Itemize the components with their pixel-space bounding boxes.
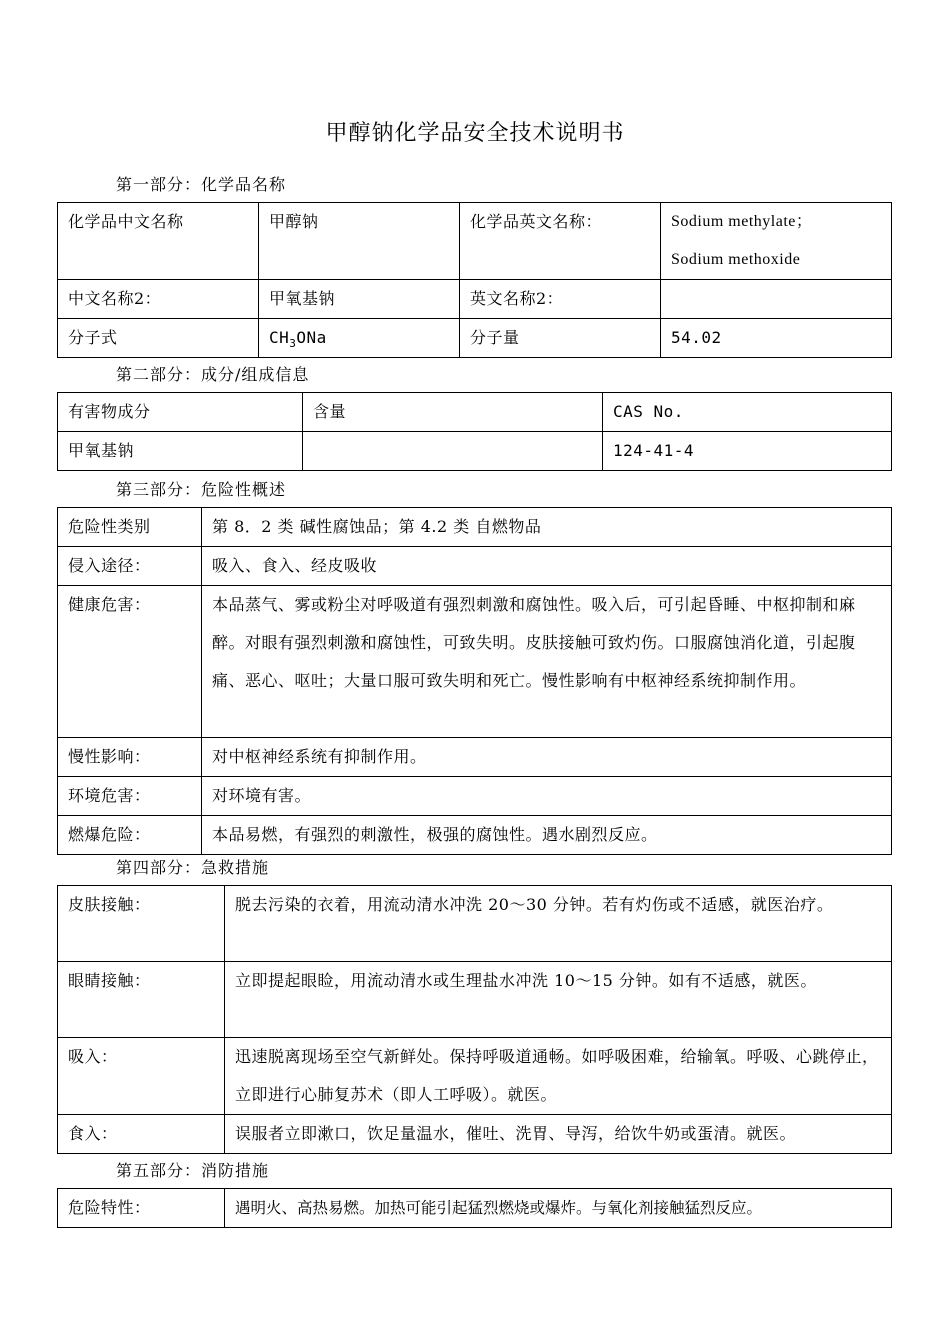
- content-value: [303, 432, 603, 471]
- inhalation-label: 吸入：: [58, 1038, 225, 1115]
- formula-part-b: ONa: [296, 328, 327, 347]
- content-header: 含量: [303, 393, 603, 432]
- section-heading-5: 第五部分：消防措施: [116, 1161, 270, 1180]
- ingestion-value: 误服者立即漱口，饮足量温水，催吐、洗胃、导泻，给饮牛奶或蛋清。就医。: [225, 1115, 892, 1154]
- composition-table: [57, 392, 892, 471]
- en-name2-label: 英文名称2：: [460, 280, 661, 319]
- hazard-property-label: 危险特性：: [58, 1189, 225, 1228]
- exposure-route-value: 吸入、食入、经皮吸收: [202, 547, 892, 586]
- cas-value: 124-41-4: [603, 432, 892, 471]
- eye-contact-value: 立即提起眼睑，用流动清水或生理盐水冲洗 10～15 分钟。如有不适感，就医。: [225, 962, 892, 1038]
- fire-fighting-table: [57, 1188, 892, 1228]
- table-row: [58, 962, 892, 1038]
- env-hazard-label: 环境危害：: [58, 777, 202, 816]
- section-heading-1: 第一部分：化学品名称: [116, 175, 287, 194]
- chemical-name-table: [57, 202, 892, 358]
- table-row: [58, 1115, 892, 1154]
- en-name2-value: [661, 280, 892, 319]
- cn-name-value: 甲醇钠: [259, 203, 460, 280]
- component-value: 甲氧基钠: [58, 432, 303, 471]
- en-name-label: 化学品英文名称：: [460, 203, 661, 280]
- eye-contact-label: 眼睛接触：: [58, 962, 225, 1038]
- skin-contact-value: 脱去污染的衣着，用流动清水冲洗 20～30 分钟。若有灼伤或不适感，就医治疗。: [225, 886, 892, 962]
- table-row: [58, 319, 892, 358]
- table-row: [58, 393, 892, 432]
- cn-name2-label: 中文名称2：: [58, 280, 259, 319]
- table-row: [58, 886, 892, 962]
- fire-explosion-value: 本品易燃，有强烈的刺激性，极强的腐蚀性。遇水剧烈反应。: [202, 816, 892, 855]
- formula-label: 分子式: [58, 319, 259, 358]
- health-hazard-value: 本品蒸气、雾或粉尘对呼吸道有强烈刺激和腐蚀性。吸入后，可引起昏睡、中枢抑制和麻醉。对眼有强烈刺激和腐蚀性，可致失明。皮肤接触可致灼伤。口服腐蚀消化道，引起腹痛、恶心、呕吐；大量口服可致失明和死亡。慢性影响有中枢神经系统抑制作用。: [202, 586, 892, 738]
- formula-part-a: CH: [269, 328, 290, 347]
- formula-value: [259, 319, 460, 358]
- section-heading-3: 第三部分：危险性概述: [116, 480, 287, 499]
- exposure-route-label: 侵入途径：: [58, 547, 202, 586]
- component-header: 有害物成分: [58, 393, 303, 432]
- table-row: [58, 508, 892, 547]
- ingestion-label: 食入：: [58, 1115, 225, 1154]
- section-heading-2: 第二部分：成分/组成信息: [116, 365, 310, 384]
- section-heading-4: 第四部分：急救措施: [116, 858, 270, 877]
- env-hazard-value: 对环境有害。: [202, 777, 892, 816]
- table-row: [58, 432, 892, 471]
- table-row: [58, 1189, 892, 1228]
- cn-name-label: 化学品中文名称: [58, 203, 259, 280]
- table-row: [58, 547, 892, 586]
- hazard-table: [57, 507, 892, 855]
- chronic-effect-value: 对中枢神经系统有抑制作用。: [202, 738, 892, 777]
- hazard-property-value: 遇明火、高热易燃。加热可能引起猛烈燃烧或爆炸。与氧化剂接触猛烈反应。: [225, 1189, 892, 1228]
- table-row: [58, 777, 892, 816]
- mw-label: 分子量: [460, 319, 661, 358]
- table-row: [58, 738, 892, 777]
- page-title: 甲醇钠化学品安全技术说明书: [325, 121, 625, 146]
- table-row: [58, 1038, 892, 1115]
- health-hazard-label: 健康危害：: [58, 586, 202, 738]
- table-row: [58, 816, 892, 855]
- mw-value: 54.02: [661, 319, 892, 358]
- inhalation-value: 迅速脱离现场至空气新鲜处。保持呼吸道通畅。如呼吸困难，给输氧。呼吸、心跳停止，立即进行心肺复苏术（即人工呼吸）。就医。: [225, 1038, 892, 1115]
- table-row: [58, 280, 892, 319]
- hazard-category-value: 第 8．2 类 碱性腐蚀品；第 4.2 类 自燃物品: [202, 508, 892, 547]
- en-name-value: [661, 203, 892, 280]
- first-aid-table: [57, 885, 892, 1154]
- hazard-category-label: 危险性类别: [58, 508, 202, 547]
- en-name-line2: Sodium methoxide: [671, 251, 801, 268]
- chronic-effect-label: 慢性影响：: [58, 738, 202, 777]
- en-name-line1: Sodium methylate；: [671, 213, 813, 230]
- cas-header: CAS No.: [603, 393, 892, 432]
- fire-explosion-label: 燃爆危险：: [58, 816, 202, 855]
- skin-contact-label: 皮肤接触：: [58, 886, 225, 962]
- cn-name2-value: 甲氧基钠: [259, 280, 460, 319]
- table-row: [58, 203, 892, 280]
- formula-subscript: 3: [289, 337, 297, 350]
- table-row: [58, 586, 892, 738]
